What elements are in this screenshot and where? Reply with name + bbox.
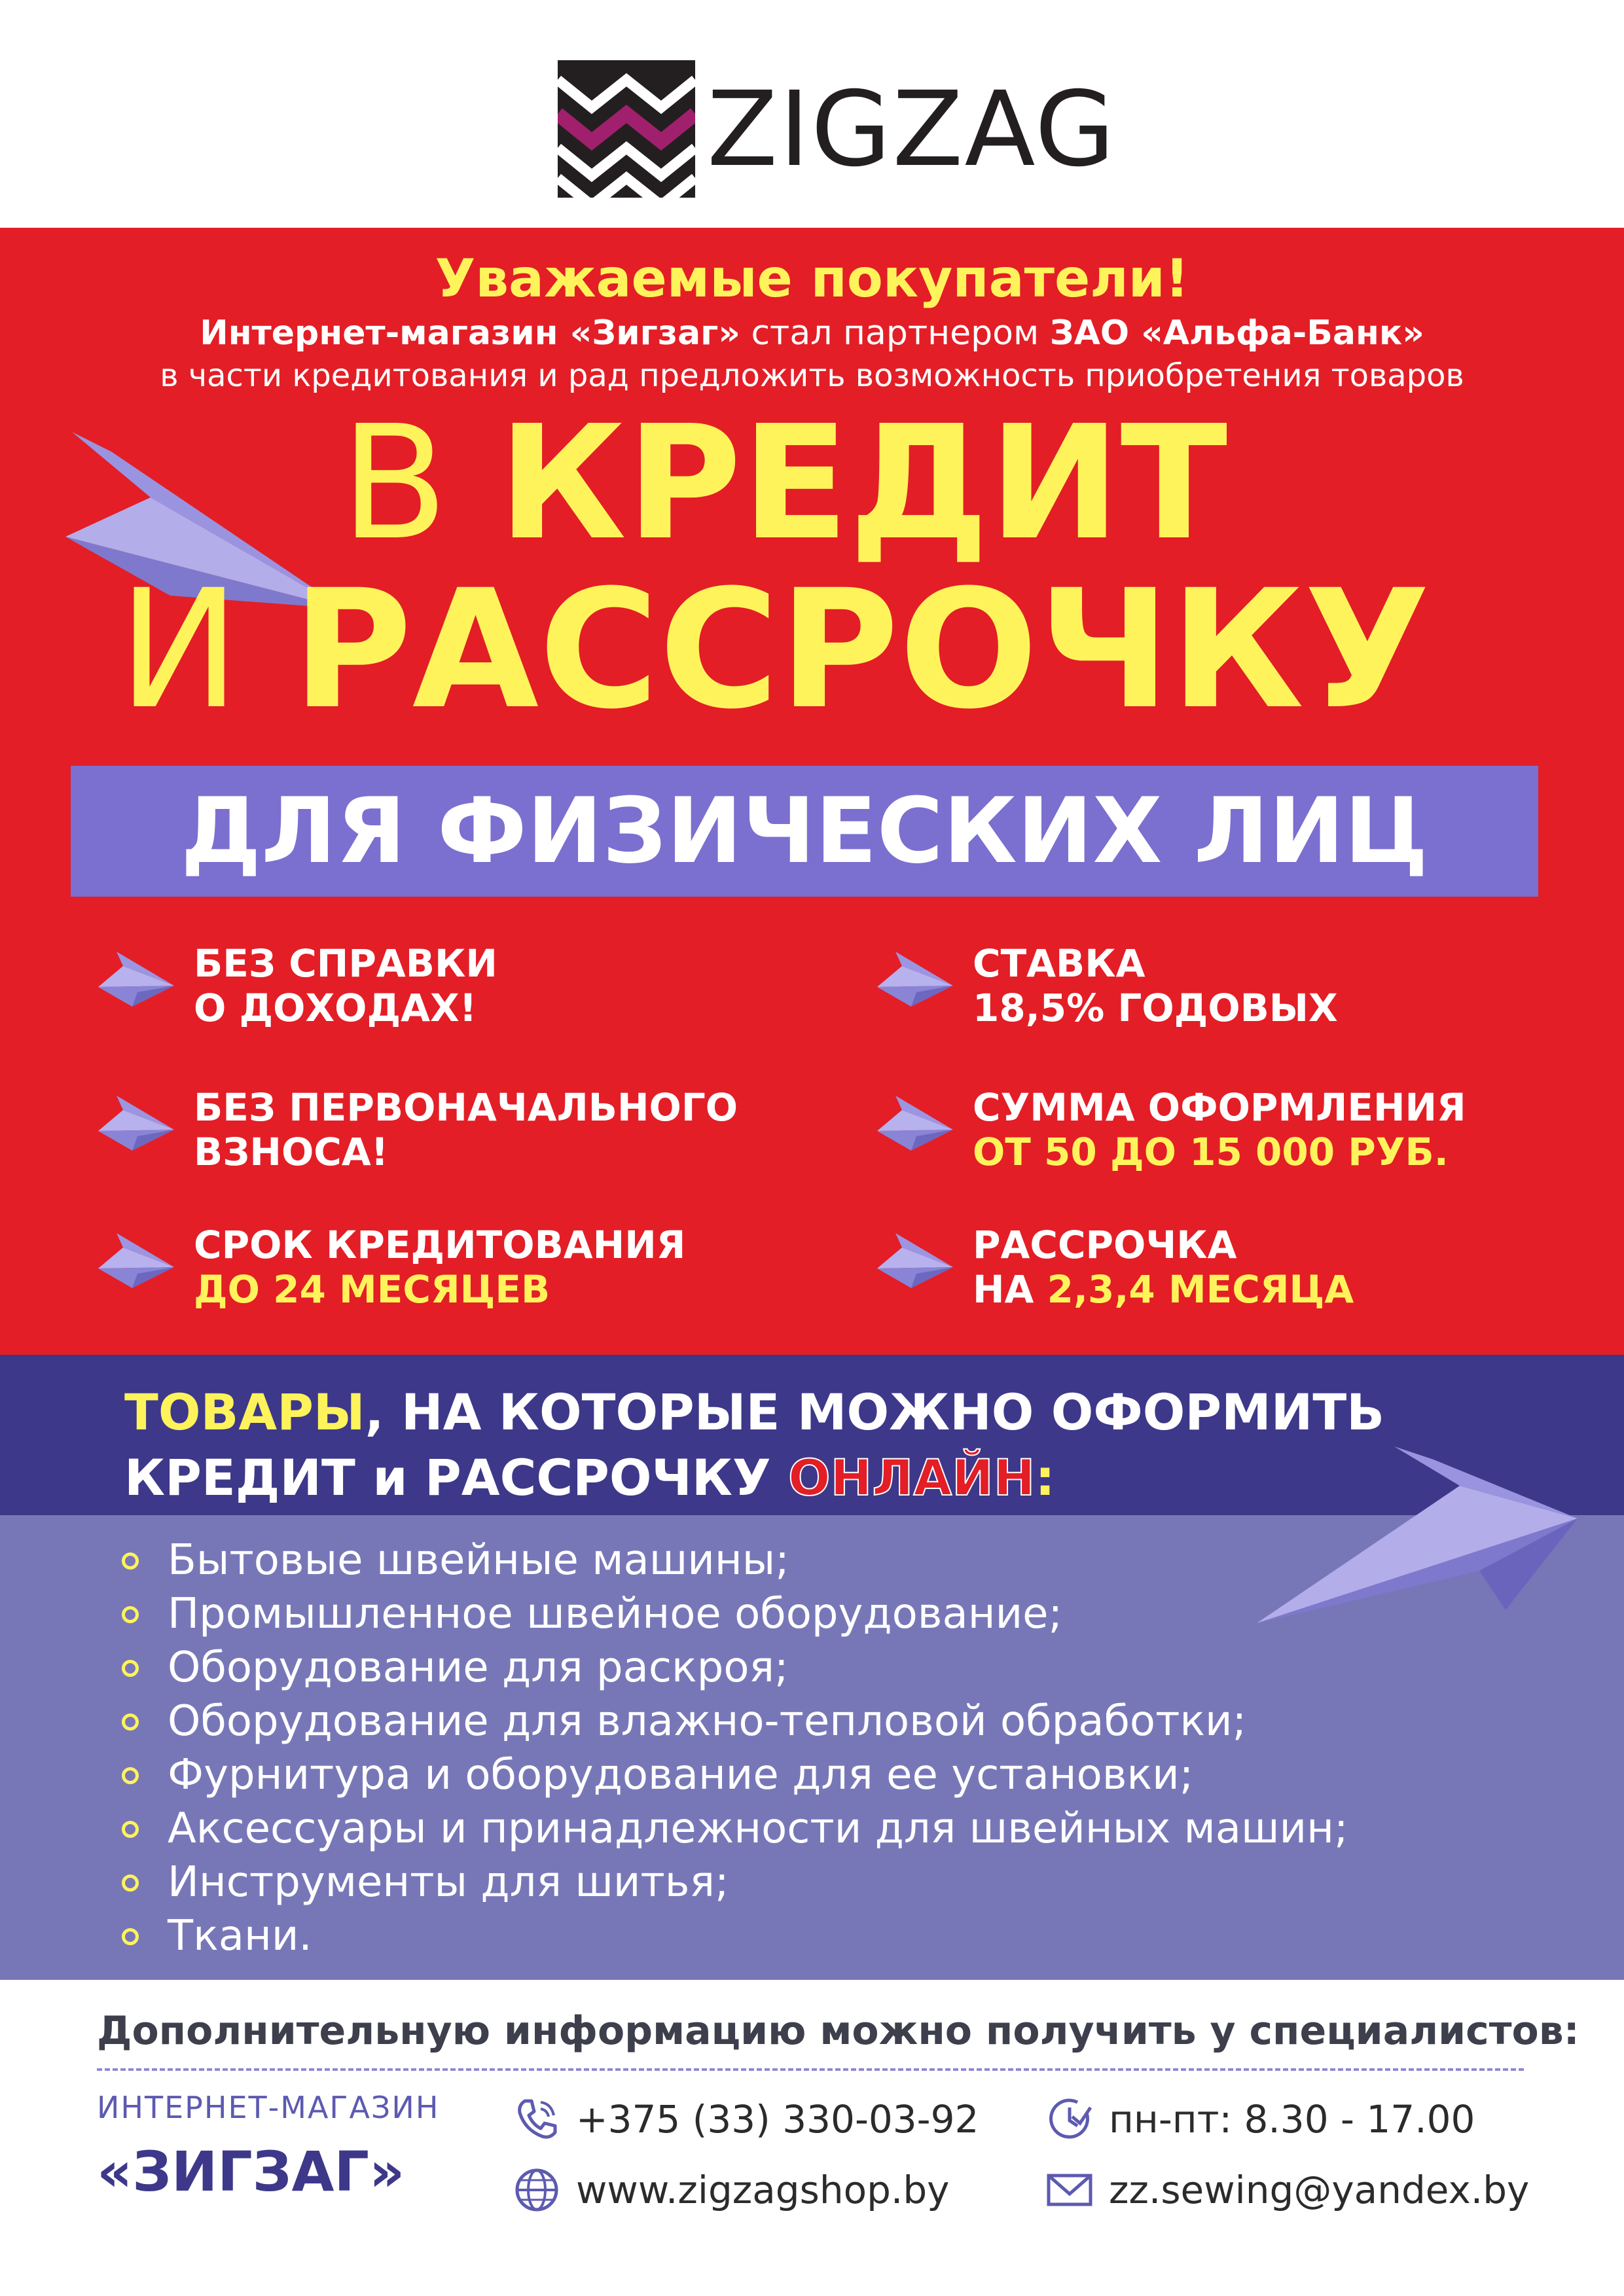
email-address: zz.sewing@yandex.by xyxy=(1109,2168,1530,2212)
partner-mid: стал партнером xyxy=(740,314,1050,353)
headline-installment xyxy=(118,554,1431,745)
feature-item: СТАВКА 18,5% ГОДОВЫХ xyxy=(876,941,1596,1039)
feature-item: БЕЗ СПРАВКИ О ДОХОДАХ! xyxy=(97,941,817,1039)
working-hours: пн-пт: 8.30 - 17.00 xyxy=(1109,2097,1475,2142)
list-item: Оборудование для раскроя; xyxy=(122,1641,1348,1695)
list-item: Оборудование для влажно-тепловой обработки; xyxy=(122,1695,1348,1748)
bullet-icon xyxy=(122,1767,139,1784)
contact-email[interactable] xyxy=(1043,2159,1541,2221)
footer-title: Дополнительную информацию можно получить у специалистов: xyxy=(97,2008,1579,2054)
goods-heading: ТОВАРЫ, НА КОТОРЫЕ МОЖНО ОФОРМИТЬ КРЕДИТ и РАССРОЧКУ ОНЛАЙН: xyxy=(124,1383,1385,1507)
list-item: Ткани. xyxy=(122,1909,1348,1963)
credit-offer-section xyxy=(0,228,1624,1355)
headline-main-1: КРЕДИТ xyxy=(497,391,1228,575)
paper-plane-icon xyxy=(97,946,175,1012)
feature-item: СУММА ОФОРМЛЕНИЯ ОТ 50 ДО 15 000 РУБ. xyxy=(876,1085,1596,1183)
partner-line xyxy=(0,312,1624,355)
contact-phone[interactable] xyxy=(511,2088,1008,2151)
bullet-icon xyxy=(122,1821,139,1838)
footer-divider xyxy=(97,2068,1524,2071)
list-item: Бытовые швейные машины; xyxy=(122,1534,1348,1587)
paper-plane-icon xyxy=(1244,1440,1584,1649)
partner-bank: ЗАО «Альфа-Банк» xyxy=(1049,314,1424,353)
bullet-icon xyxy=(122,1552,139,1570)
shop-name: «ЗИГЗАГ» xyxy=(97,2140,405,2204)
paper-plane-icon xyxy=(97,1228,175,1293)
mail-icon xyxy=(1043,2164,1096,2216)
phone-number: +375 (33) 330-03-92 xyxy=(576,2097,979,2142)
partner-shop: Интернет-магазин «Зигзаг» xyxy=(200,314,740,353)
logo-text: ZIGZAG xyxy=(707,69,1117,190)
list-item: Промышленное швейное оборудование; xyxy=(122,1587,1348,1641)
list-item: Аксессуары и принадлежности для швейных машин; xyxy=(122,1802,1348,1856)
contact-website[interactable] xyxy=(511,2159,1008,2221)
bullet-icon xyxy=(122,1606,139,1623)
list-item: Фурнитура и оборудование для ее установки; xyxy=(122,1748,1348,1802)
feature-item: СРОК КРЕДИТОВАНИЯ ДО 24 МЕСЯЦЕВ xyxy=(97,1223,817,1321)
feature-item: БЕЗ ПЕРВОНАЧАЛЬНОГО ВЗНОСА! xyxy=(97,1085,817,1183)
bullet-icon xyxy=(122,1874,139,1892)
headline-main-2: РАССРОЧКУ xyxy=(292,554,1431,745)
paper-plane-icon xyxy=(876,1228,954,1293)
feature-item: РАССРОЧКА НА 2,3,4 МЕСЯЦА xyxy=(876,1223,1596,1321)
audience-band-text: ДЛЯ ФИЗИЧЕСКИХ ЛИЦ xyxy=(181,778,1428,884)
list-item: Инструменты для шитья; xyxy=(122,1856,1348,1909)
headline-prefix-2: И xyxy=(118,554,293,745)
paper-plane-icon xyxy=(97,1090,175,1156)
website-link: www.zigzagshop.by xyxy=(576,2168,950,2212)
phone-icon xyxy=(511,2093,563,2145)
brand-logo xyxy=(558,60,1117,198)
greeting: Уважаемые покупатели! xyxy=(435,248,1189,309)
contact-hours xyxy=(1043,2088,1541,2151)
zigzag-logo-icon xyxy=(558,60,695,198)
audience-band xyxy=(71,766,1538,897)
bullet-icon xyxy=(122,1928,139,1945)
goods-list xyxy=(122,1534,1348,1963)
globe-icon xyxy=(511,2164,563,2216)
paper-plane-icon xyxy=(876,1090,954,1156)
shop-label: ИНТЕРНЕТ-МАГАЗИН xyxy=(97,2090,440,2125)
headline-credit xyxy=(340,391,1228,575)
bullet-icon xyxy=(122,1660,139,1677)
headline-prefix-1: В xyxy=(340,391,498,575)
bullet-icon xyxy=(122,1713,139,1731)
clock-icon xyxy=(1043,2093,1096,2145)
paper-plane-icon xyxy=(876,946,954,1012)
intro-text: в части кредитования и рад предложить возможность приобретения товаров xyxy=(160,357,1464,394)
